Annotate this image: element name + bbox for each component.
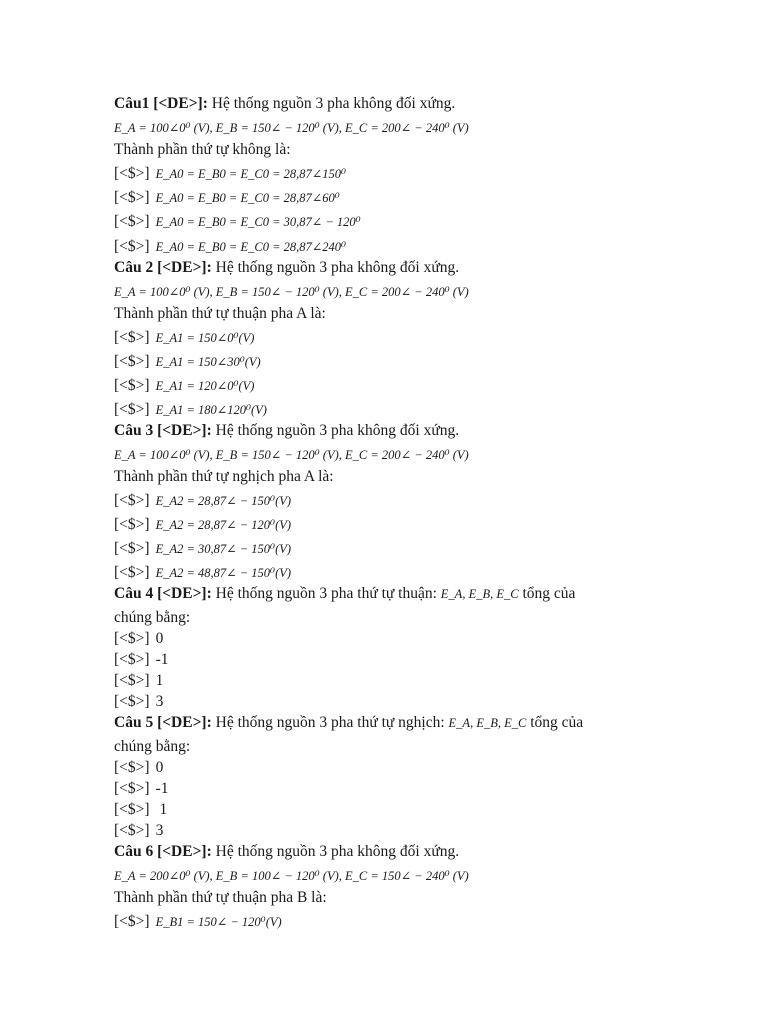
option-tag: [<$>]	[114, 672, 150, 689]
option-expr: E_A0 = E_B0 = E_C0 = 30,87∠ − 120⁰	[155, 215, 361, 229]
option[interactable]	[114, 212, 361, 232]
question-label: Câu1 [<DE>]:	[114, 95, 208, 112]
option-expr: E_A2 = 28,87∠ − 150⁰(V)	[155, 494, 292, 508]
question-inline-math: E_A, E_B, E_C	[440, 587, 519, 601]
question-label: Câu 4 [<DE>]:	[114, 585, 212, 602]
option-expr: 1	[155, 672, 164, 689]
option-tag: [<$>]	[114, 630, 150, 647]
option-expr: 3	[155, 693, 164, 710]
question-3-heading	[114, 421, 459, 441]
question-label: Câu 3 [<DE>]:	[114, 422, 212, 439]
option-expr: E_A0 = E_B0 = E_C0 = 28,87∠60⁰	[155, 191, 340, 205]
question-title: Hệ thống nguồn 3 pha không đối xứng.	[215, 843, 460, 860]
option-tag: [<$>]	[114, 516, 150, 533]
question-6-given: E_A = 200∠0⁰ (V), E_B = 100∠ − 120⁰ (V), E_C = 150∠ − 240⁰ (V)	[114, 869, 469, 883]
option-tag: [<$>]	[114, 329, 150, 346]
question-5-title-cont: chúng bằng:	[114, 738, 191, 755]
option[interactable]	[114, 563, 291, 583]
option-expr: E_A1 = 150∠30⁰(V)	[155, 355, 261, 369]
option-tag: [<$>]	[114, 693, 150, 710]
option[interactable]	[114, 237, 346, 257]
question-1-ask: Thành phần thứ tự không là:	[114, 141, 291, 158]
option[interactable]	[114, 821, 163, 841]
option-expr: -1	[155, 651, 169, 668]
option-tag: [<$>]	[114, 780, 150, 797]
option-tag: [<$>]	[114, 353, 150, 370]
question-6-ask: Thành phần thứ tự thuận pha B là:	[114, 889, 327, 906]
option-expr: E_B1 = 150∠ − 120⁰(V)	[155, 915, 282, 929]
option-tag: [<$>]	[114, 189, 150, 206]
option-expr: E_A0 = E_B0 = E_C0 = 28,87∠150⁰	[155, 167, 346, 181]
question-1-given: E_A = 100∠0⁰ (V), E_B = 150∠ − 120⁰ (V), E_C = 200∠ − 240⁰ (V)	[114, 121, 469, 135]
option-tag: [<$>]	[114, 822, 150, 839]
option-expr: E_A1 = 120∠0⁰(V)	[155, 379, 255, 393]
option-expr: E_A0 = E_B0 = E_C0 = 28,87∠240⁰	[155, 240, 346, 254]
option[interactable]	[114, 539, 291, 559]
option-tag: [<$>]	[114, 564, 150, 581]
option-tag: [<$>]	[114, 540, 150, 557]
question-5-heading	[114, 713, 583, 733]
question-4-title-cont: chúng bằng:	[114, 609, 191, 626]
question-title: Hệ thống nguồn 3 pha thứ tự nghịch:	[215, 714, 445, 731]
question-title: Hệ thống nguồn 3 pha không đối xứng.	[211, 95, 456, 112]
option-tag: [<$>]	[114, 651, 150, 668]
option[interactable]	[114, 164, 346, 184]
question-6-heading	[114, 842, 459, 862]
option-expr: 0	[155, 630, 164, 647]
option[interactable]	[114, 758, 163, 778]
question-label: Câu 2 [<DE>]:	[114, 259, 212, 276]
option-tag: [<$>]	[114, 238, 150, 255]
option[interactable]	[114, 515, 291, 535]
question-title: Hệ thống nguồn 3 pha không đối xứng.	[215, 259, 460, 276]
option-expr: E_A2 = 28,87∠ − 120⁰(V)	[155, 518, 292, 532]
option-expr: E_A2 = 48,87∠ − 150⁰(V)	[155, 566, 292, 580]
option-tag: [<$>]	[114, 213, 150, 230]
option[interactable]	[114, 629, 163, 649]
option[interactable]	[114, 800, 167, 820]
option-expr: -1	[155, 780, 169, 797]
question-3-given: E_A = 100∠0⁰ (V), E_B = 150∠ − 120⁰ (V), E_C = 200∠ − 240⁰ (V)	[114, 448, 469, 462]
option[interactable]	[114, 671, 163, 691]
option[interactable]	[114, 188, 340, 208]
question-4-heading	[114, 584, 575, 604]
question-1-heading	[114, 94, 455, 114]
question-label: Câu 6 [<DE>]:	[114, 843, 212, 860]
option-expr: E_A2 = 30,87∠ − 150⁰(V)	[155, 542, 292, 556]
option[interactable]	[114, 650, 168, 670]
option[interactable]	[114, 352, 261, 372]
option[interactable]	[114, 328, 254, 348]
question-label: Câu 5 [<DE>]:	[114, 714, 212, 731]
question-inline-math: E_A, E_B, E_C	[448, 716, 527, 730]
option[interactable]	[114, 912, 282, 932]
question-title: Hệ thống nguồn 3 pha không đối xứng.	[215, 422, 460, 439]
option-expr: E_A1 = 180∠120⁰(V)	[155, 403, 267, 417]
option-tag: [<$>]	[114, 801, 150, 818]
question-title: Hệ thống nguồn 3 pha thứ tự thuận:	[215, 585, 437, 602]
option-tag: [<$>]	[114, 377, 150, 394]
option-expr: 0	[155, 759, 164, 776]
option-tag: [<$>]	[114, 759, 150, 776]
question-2-ask: Thành phần thứ tự thuận pha A là:	[114, 305, 326, 322]
option-tag: [<$>]	[114, 401, 150, 418]
option-tag: [<$>]	[114, 492, 150, 509]
option-tag: [<$>]	[114, 165, 150, 182]
question-3-ask: Thành phần thứ tự nghịch pha A là:	[114, 468, 334, 485]
option-expr: 3	[155, 822, 164, 839]
question-title-tail: tổng của	[522, 585, 576, 602]
option-expr: E_A1 = 150∠0⁰(V)	[155, 331, 255, 345]
question-2-given: E_A = 100∠0⁰ (V), E_B = 150∠ − 120⁰ (V), E_C = 200∠ − 240⁰ (V)	[114, 285, 469, 299]
question-2-heading	[114, 258, 459, 278]
option[interactable]	[114, 692, 163, 712]
option-tag: [<$>]	[114, 913, 150, 930]
option-expr: 1	[155, 801, 168, 818]
option[interactable]	[114, 376, 254, 396]
option[interactable]	[114, 400, 267, 420]
option[interactable]	[114, 491, 291, 511]
question-title-tail: tổng của	[530, 714, 584, 731]
option[interactable]	[114, 779, 168, 799]
